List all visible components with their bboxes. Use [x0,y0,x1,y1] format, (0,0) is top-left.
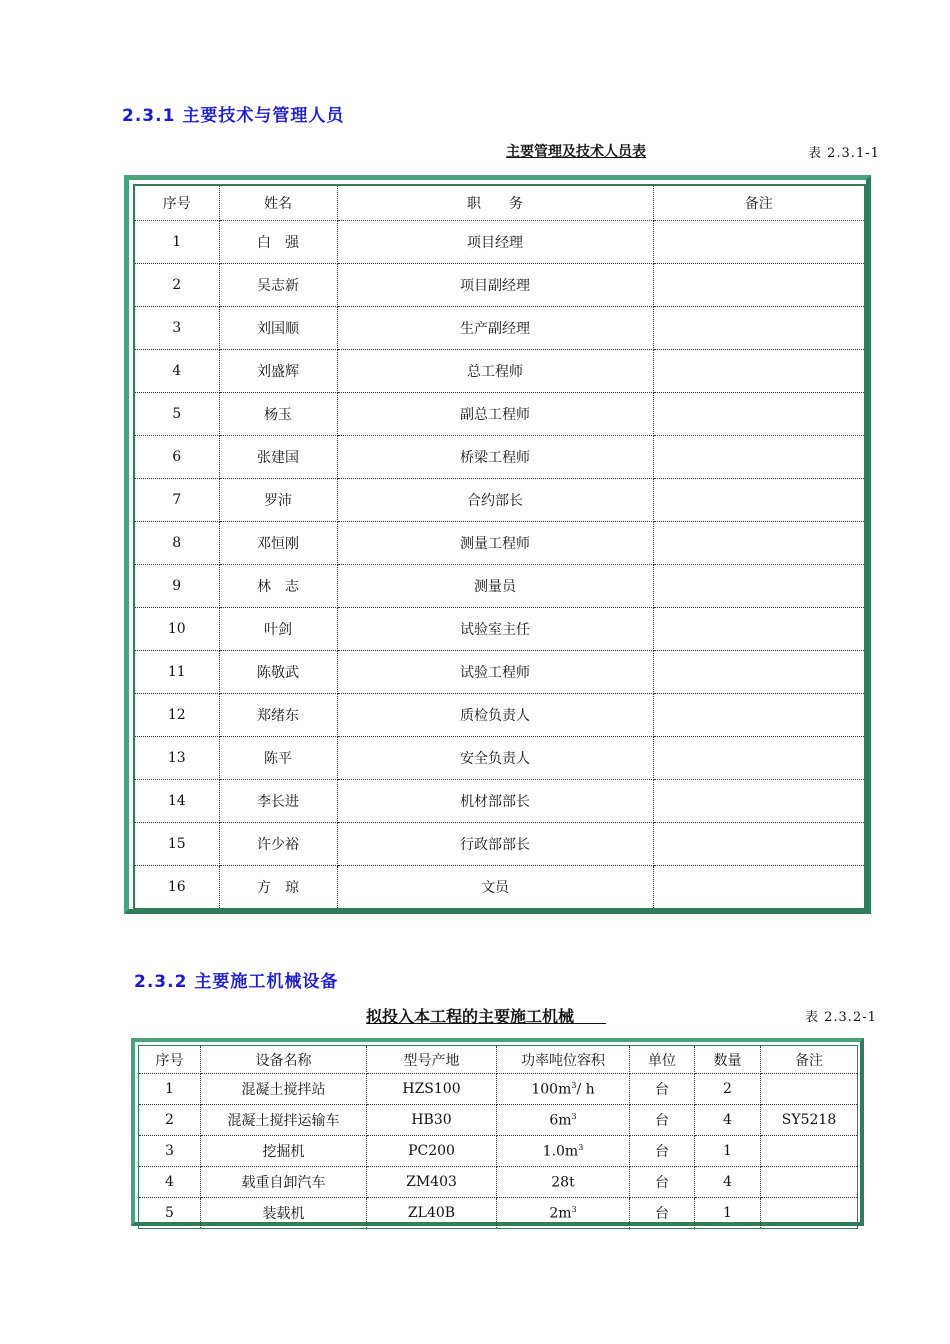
cell-name: 吴志新 [219,264,337,307]
capacity-exponent: 3 [578,1142,584,1152]
cell-unit: 台 [630,1198,695,1229]
cell-unit: 台 [630,1105,695,1136]
cell-number: 1 [139,1074,201,1105]
cell-note [761,1198,858,1229]
cell-note [653,608,865,651]
table-row [134,780,865,823]
cell-quantity: 1 [695,1136,761,1167]
cell-name: 杨玉 [219,393,337,436]
cell-number: 6 [134,436,219,479]
capacity-exponent: 3 [571,1080,577,1090]
header-cell: 数量 [695,1046,761,1074]
cell-capacity [497,1105,630,1136]
cell-unit: 台 [630,1167,695,1198]
cell-post: 安全负责人 [337,737,653,780]
table-row [134,866,865,910]
cell-equipment-name: 装载机 [201,1198,367,1229]
capacity-value: 28t [551,1174,575,1191]
cell-name: 陈敬武 [219,651,337,694]
table-row [134,694,865,737]
cell-post: 桥梁工程师 [337,436,653,479]
cell-number: 16 [134,866,219,910]
table-row [134,221,865,264]
cell-name: 许少裕 [219,823,337,866]
cell-post: 项目经理 [337,221,653,264]
personnel-table-frame [124,175,871,914]
cell-number: 12 [134,694,219,737]
cell-post: 行政部部长 [337,823,653,866]
cell-name: 叶剑 [219,608,337,651]
cell-number: 8 [134,522,219,565]
table-row [134,264,865,307]
section-title-personnel: 2.3.1 主要技术与管理人员 [122,106,345,126]
table-row [139,1136,858,1167]
cell-note [761,1167,858,1198]
cell-note [653,522,865,565]
cell-note [761,1136,858,1167]
cell-note [653,823,865,866]
cell-note [653,737,865,780]
header-cell: 序号 [134,185,219,221]
cell-number: 15 [134,823,219,866]
cell-post: 文员 [337,866,653,910]
cell-post: 试验室主任 [337,608,653,651]
cell-note [653,221,865,264]
cell-note [653,307,865,350]
cell-capacity [497,1198,630,1229]
capacity-suffix: / h [576,1081,595,1098]
header-cell: 单位 [630,1046,695,1074]
table-row [134,608,865,651]
table-row [134,393,865,436]
cell-number: 14 [134,780,219,823]
cell-name: 陈平 [219,737,337,780]
table-header-row [134,185,865,221]
cell-post: 总工程师 [337,350,653,393]
header-cell: 姓名 [219,185,337,221]
table-row [134,436,865,479]
cell-name: 白 强 [219,221,337,264]
cell-model: HB30 [367,1105,497,1136]
cell-equipment-name: 混凝土搅拌站 [201,1074,367,1105]
cell-note [653,780,865,823]
capacity-value: 1.0m [542,1143,579,1160]
cell-post: 项目副经理 [337,264,653,307]
table-number-machinery: 表 2.3.2-1 [805,1010,877,1025]
cell-post: 副总工程师 [337,393,653,436]
cell-note [653,866,865,910]
cell-name: 郑绪东 [219,694,337,737]
cell-post: 合约部长 [337,479,653,522]
capacity-value: 2m [549,1205,572,1222]
table-row [134,823,865,866]
table-row [134,651,865,694]
cell-capacity [497,1167,630,1198]
cell-note [653,350,865,393]
table-row [134,307,865,350]
cell-post: 试验工程师 [337,651,653,694]
cell-number: 2 [134,264,219,307]
table-row [134,565,865,608]
cell-number: 3 [139,1136,201,1167]
cell-unit: 台 [630,1136,695,1167]
header-cell: 功率吨位容积 [497,1046,630,1074]
cell-equipment-name: 混凝土搅拌运输车 [201,1105,367,1136]
header-cell: 序号 [139,1046,201,1074]
header-cell: 备注 [761,1046,858,1074]
cell-model: HZS100 [367,1074,497,1105]
cell-number: 2 [139,1105,201,1136]
cell-model: ZM403 [367,1167,497,1198]
cell-quantity: 1 [695,1198,761,1229]
cell-number: 1 [134,221,219,264]
cell-name: 林 志 [219,565,337,608]
cell-post: 生产副经理 [337,307,653,350]
cell-number: 9 [134,565,219,608]
table-row [139,1167,858,1198]
table-row [134,522,865,565]
cell-model: PC200 [367,1136,497,1167]
cell-number: 5 [134,393,219,436]
table-caption-personnel: 主要管理及技术人员表 [506,144,646,160]
cell-name: 刘盛辉 [219,350,337,393]
header-cell: 备注 [653,185,865,221]
cell-name: 方 琼 [219,866,337,910]
cell-number: 4 [134,350,219,393]
cell-note [653,479,865,522]
table-number-personnel: 表 2.3.1-1 [808,146,880,161]
cell-name: 邓恒刚 [219,522,337,565]
cell-name: 刘国顺 [219,307,337,350]
cell-name: 李长进 [219,780,337,823]
cell-note [653,565,865,608]
capacity-value: 6m [549,1112,572,1129]
cell-equipment-name: 载重自卸汽车 [201,1167,367,1198]
capacity-exponent: 3 [571,1111,577,1121]
header-cell: 职 务 [337,185,653,221]
table-header-row [139,1046,858,1074]
cell-number: 13 [134,737,219,780]
cell-post: 测量员 [337,565,653,608]
table-row [134,350,865,393]
table-caption-machinery: 拟投入本工程的主要施工机械 [366,1007,575,1026]
table-row [139,1198,858,1229]
cell-number: 11 [134,651,219,694]
cell-number: 3 [134,307,219,350]
cell-note: SY5218 [761,1105,858,1136]
cell-number: 7 [134,479,219,522]
cell-quantity: 4 [695,1105,761,1136]
cell-note [653,651,865,694]
cell-note [653,393,865,436]
cell-name: 罗沛 [219,479,337,522]
cell-name: 张建国 [219,436,337,479]
cell-note [653,694,865,737]
cell-unit: 台 [630,1074,695,1105]
cell-model: ZL40B [367,1198,497,1229]
cell-number: 10 [134,608,219,651]
header-cell: 型号产地 [367,1046,497,1074]
cell-note [761,1074,858,1105]
cell-post: 质检负责人 [337,694,653,737]
cell-post: 机材部部长 [337,780,653,823]
machinery-table [138,1045,858,1229]
machinery-table-frame [131,1038,864,1226]
cell-capacity [497,1136,630,1167]
personnel-table [133,184,866,910]
cell-number: 5 [139,1198,201,1229]
cell-capacity [497,1074,630,1105]
table-row [134,479,865,522]
table-row [139,1105,858,1136]
cell-quantity: 2 [695,1074,761,1105]
cell-equipment-name: 挖掘机 [201,1136,367,1167]
cell-note [653,436,865,479]
header-cell: 设备名称 [201,1046,367,1074]
capacity-value: 100m [531,1081,572,1098]
cell-quantity: 4 [695,1167,761,1198]
cell-note [653,264,865,307]
capacity-exponent: 3 [571,1204,577,1214]
section-title-machinery: 2.3.2 主要施工机械设备 [134,972,339,992]
table-row [139,1074,858,1105]
table-row [134,737,865,780]
cell-number: 4 [139,1167,201,1198]
cell-post: 测量工程师 [337,522,653,565]
